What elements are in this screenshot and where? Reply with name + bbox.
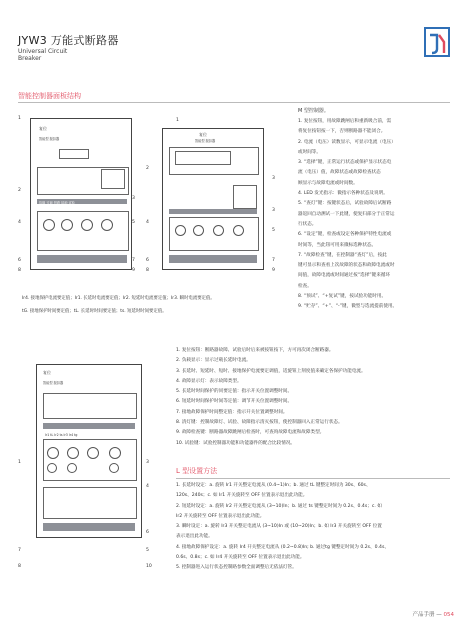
status-leds (233, 185, 257, 209)
panel-body (30, 118, 132, 270)
callout-5: 5 (272, 228, 275, 233)
panel-type-label: 智能型 脱扣器 (195, 139, 216, 143)
controller-panel-diagram-left (18, 108, 138, 286)
callout-3: 3 (132, 196, 135, 201)
callout-2: 2 (146, 166, 149, 171)
list-item: 4. LED 发光指示：微指示各种状态及说明。 (298, 191, 388, 197)
list-item: 2. 负载显示：显示过载长延时电流。 (176, 358, 251, 364)
list-item: 120s、240s；c. 如 Ir1 开关旋转至 OFF 位置表示退出此功能。 (176, 493, 308, 499)
list-item: 8. 清灯键：控制故障灯、试验、故障指示清灭按钮，使控制器回入正常运行状态。 (176, 420, 343, 426)
knob-ir2[interactable] (61, 219, 73, 231)
callout-10: 10 (146, 564, 152, 569)
list-item: 8. “预试”、“+复试”键，按试验功能时用。 (298, 294, 387, 300)
list-item: 顾显示与故障电流或时间数。 (298, 180, 358, 186)
list-item: Ir2 开关旋转至 OFF 位置表示退出此功能。 (176, 513, 265, 519)
led-strip (169, 209, 257, 214)
list-item: 1. 复位按钮：断路器故障、试验后时后来被按钮按下，方可再次闭合断路器。 (176, 348, 334, 353)
l-type-heading: L 型设置方法 (176, 467, 218, 475)
controller-panel-diagram-middle (146, 118, 278, 286)
knob-ts[interactable] (67, 463, 77, 473)
knob-ir4[interactable] (101, 219, 113, 231)
panel-body (162, 128, 264, 270)
panel-body (36, 364, 142, 538)
panel-reset-label: 复位 (43, 370, 51, 375)
list-item: 间值，故障电流或时间通过按“选择”键来循环 (298, 273, 391, 279)
list-item: 1. 长延时设定：a. 旋转 Ir1 开关整定电流从 (0.4~1)In；b. 通过 tL 键整定时间为 30s、60s、 (176, 483, 371, 488)
l-type-settings-list (176, 481, 458, 574)
knob-tg[interactable] (109, 463, 119, 473)
callout-7: 7 (132, 258, 135, 263)
list-item: 3. 长延时、短延时、短时、接地保护电流要定调值，适旋钮上刻度值来确定各保护功能电流。 (176, 368, 366, 374)
callout-1: 1 (18, 116, 21, 121)
knob-ir1[interactable] (175, 225, 186, 236)
callout-3b: 3 (272, 208, 275, 213)
l-type-item-list (176, 346, 458, 449)
knob-area (37, 211, 129, 251)
list-item: 10. 试验键：试验控制器功能和功能器件的配合比较情况。 (176, 440, 296, 446)
knob-ir2[interactable] (67, 447, 79, 459)
display-window (59, 149, 89, 159)
list-item: 9. 故障检查键：断路器故障跳闸后检查时，可查询故障电流和故障类型。 (176, 430, 325, 436)
list-item: 0.6s、0.8s；c. 如 Ir4 开关旋转至 OFF 位置表示退出此功能。 (176, 555, 305, 561)
display-window (175, 151, 231, 165)
list-item: 3. 瞬时设定：a. 旋转 Ir3 开关整定电流从 (3~10)In 或 (10~20)In；b. 如 Ir3 开关旋转至 OFF 位置 (176, 524, 382, 530)
document-subtitle-line1: Universal Circuit (18, 48, 68, 55)
list-item: 7. “故障检查”键，在控制器“查灯”后，按此 (298, 252, 387, 258)
knob-tl[interactable] (47, 463, 57, 473)
led-labels: 故障 过载 短路 接地 试验 (39, 201, 75, 205)
knob-ir1[interactable] (47, 447, 59, 459)
caption-line-1: Ir4. 接地保护电流要定值；Ir1. 长延时电流要定值；Ir2. 短延时电流要定值；Ir3. 瞬时电流要定值。 (22, 296, 215, 301)
list-item: 时间等，当此钮可用来微标选种状态。 (298, 242, 377, 248)
callout-7: 7 (18, 548, 21, 553)
list-item: 6. “设定”键，检查或设定各种保护特性电流或 (298, 232, 392, 238)
list-item: 表示退出此功能。 (176, 534, 213, 540)
list-item: 5. 控制器进入运行状态控制路参数全面调整后无依法灯管。 (176, 565, 297, 571)
callout-7: 7 (272, 258, 275, 263)
callout-1: 1 (18, 460, 21, 465)
callout-2: 2 (18, 188, 21, 193)
callout-5: 5 (146, 548, 149, 553)
list-item: 或时间等。 (298, 149, 321, 155)
m-type-heading: M 型控制器。 (298, 108, 329, 114)
list-item: 3. “选择”键，正常运行状态或保护显示状态电 (298, 160, 392, 166)
list-item: 9. “贮存”、“+”、“-”键，微型与选流提前使用。 (298, 304, 398, 310)
status-leds (101, 169, 125, 189)
callout-9: 9 (272, 268, 275, 273)
section-divider (18, 102, 450, 103)
list-item: 5. 长延时时间保护的同要定值：指示开关位置调整时间。 (176, 389, 293, 395)
list-item: 5. “查灯”键：按键状态后，试验故障后试断路 (298, 201, 392, 207)
callout-3: 3 (146, 460, 149, 465)
list-item: 4. 接地故障保护设定：a. 旋转 Ir4 开关整定电流从 (0.2~0.8)In; b. 通过tg 键整定时间为 0.2s、0.4s、 (176, 544, 389, 550)
list-item: 2. 电流（电压）读数显示，可显示电流（电压） (298, 139, 396, 145)
list-item: 7. 接地故障保护时间整定值：指示开关位置调整时间。 (176, 409, 288, 415)
knob-ir4[interactable] (233, 225, 244, 236)
list-item: 检查。 (298, 283, 312, 289)
panel-type-label: 智能型 脱扣器 (43, 381, 64, 385)
callout-4: 4 (18, 220, 21, 225)
section-heading-panel-structure: 智能控制器面板结构 (18, 92, 81, 100)
callout-3a: 3 (272, 176, 275, 181)
document-title: JYW3 万能式断路器 (18, 34, 119, 47)
list-item: 流（电压）值，故障状态或故障检查状态 (298, 170, 381, 176)
page-number: 054 (443, 612, 454, 618)
knob-ir2[interactable] (193, 225, 204, 236)
knob-ir4[interactable] (109, 447, 121, 459)
list-item: 6. 短延时时间保护时间等定值：调节开关位置调整时间。 (176, 399, 293, 405)
callout-9: 9 (132, 268, 135, 273)
knob-area (43, 439, 137, 481)
section-divider (176, 478, 450, 479)
knob-labels: Ir1 tL Ir2 ts Ir3 Ir4 tg (45, 433, 78, 437)
list-item: 4. 故障显示灯：表示故障类型。 (176, 378, 242, 384)
list-item: 1. 复位按钮，用故障跳闸后和重新吸合前，需 (298, 119, 392, 124)
readout-area (43, 393, 137, 419)
brand-logo (422, 26, 452, 58)
button-strip (43, 523, 135, 531)
m-type-item-list (298, 117, 458, 313)
callout-8: 8 (18, 564, 21, 569)
button-strip (169, 255, 257, 263)
knob-ir3[interactable] (87, 447, 99, 459)
callout-8: 8 (18, 268, 21, 273)
list-item: 器返回自动测试一下此键，使复归部分于正常运 (298, 211, 395, 217)
page-footer: 产品手册 — 054 (412, 612, 454, 618)
knob-ir3[interactable] (81, 219, 93, 231)
callout-5: 5 (132, 220, 135, 225)
panel-reset-label: 复位 (199, 132, 207, 137)
footer-brand: 产品手册 (412, 612, 435, 618)
callout-4: 4 (146, 220, 149, 225)
button-strip (37, 255, 127, 263)
callout-8: 8 (146, 268, 149, 273)
list-item: 行状态。 (298, 221, 317, 227)
lower-area (43, 487, 137, 519)
caption-line-2: tG. 接地保护时间要定值；tL. 长延时时间要定值；ts. 短延时时间要定值。 (22, 309, 167, 314)
panel-type-label: 智能型 脱扣器 (39, 137, 60, 141)
callout-4: 4 (146, 484, 149, 489)
callout-6: 6 (18, 258, 21, 263)
callout-6: 6 (146, 530, 149, 535)
led-strip (43, 423, 135, 429)
controller-panel-diagram-l-type (18, 330, 160, 576)
knob-ir1[interactable] (43, 219, 55, 231)
list-item: 键可显示和查看上次故障的状态和故障电流或时 (298, 263, 395, 269)
callout-6: 6 (146, 258, 149, 263)
knob-ir3[interactable] (213, 225, 224, 236)
callout-1: 1 (176, 118, 179, 123)
panel-reset-label: 复位 (39, 126, 47, 131)
list-item: 2. 短延时设定：a. 旋转 Ir2 开关整定电流从 (3~10)In；b. 通过 ts 键整定时间为 0.2s、0.4s；c. 如 (176, 503, 382, 509)
list-item: 将复位按钮按一下，否则断路器不能闭合。 (298, 129, 386, 135)
document-subtitle-line2: Breaker (18, 55, 42, 62)
